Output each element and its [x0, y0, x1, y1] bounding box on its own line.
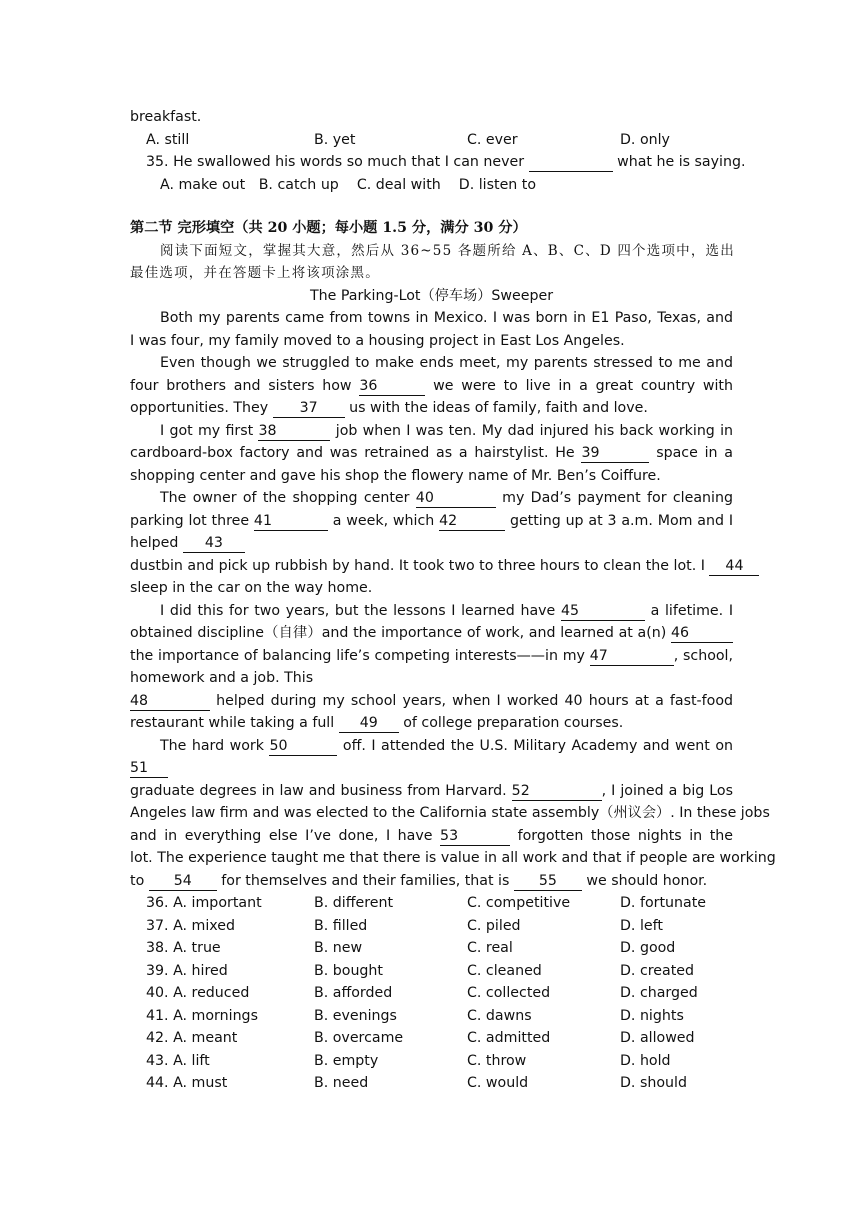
- blank-46: 46: [671, 625, 733, 643]
- passage-line: I got my first 38 job when I was ten. My dad injured his back working in: [160, 422, 733, 439]
- q34-option-a: A. still: [146, 131, 190, 148]
- passage-line: homework and a job. This: [130, 670, 314, 686]
- blank-40: 40: [416, 490, 496, 508]
- options-list: [130, 892, 733, 1095]
- passage-line: Angeles law firm and was elected to the California state assembly（州议会）. In these jobs: [130, 805, 770, 821]
- blank-43: 43: [183, 535, 245, 553]
- option-row: 43. A. lift B. empty C. throw D. hold: [146, 1052, 671, 1069]
- passage-line: Both my parents came from towns in Mexico. I was born in E1 Paso, Texas, and: [160, 310, 733, 326]
- blank-45: 45: [561, 603, 645, 621]
- blank-52: 52: [512, 783, 602, 801]
- passage-line: to 54 for themselves and their families, that is 55 we should honor.: [130, 872, 708, 889]
- passage-line: cardboard-box factory and was retrained as a hairstylist. He 39 space in a: [130, 445, 733, 461]
- passage-line: 48 helped during my school years, when I worked 40 hours at a fast-food: [130, 692, 733, 709]
- passage-line: the importance of balancing life’s competing interests——in my 47 , school,: [130, 647, 733, 664]
- option-row: 36. A. important B. different C. competitive D. fortunate: [146, 895, 706, 911]
- blank-49: 49: [339, 715, 399, 733]
- passage-line: Even though we struggled to make ends meet, my parents stressed to me and: [160, 355, 733, 371]
- q34-tail: breakfast.: [130, 109, 202, 125]
- option-row: 42. A. meant B. overcame C. admitted D. allowed: [146, 1030, 695, 1046]
- option-row: 38. A. true B. new C. real D. good: [146, 940, 676, 956]
- q35-options: A. make out B. catch up C. deal with D. listen to: [160, 176, 537, 193]
- blank-48: 48: [130, 693, 210, 711]
- q34-option-b: B. yet: [314, 131, 356, 148]
- passage-line: I was four, my family moved to a housing project in East Los Angeles.: [130, 332, 625, 349]
- q34-option-c: C. ever: [467, 131, 518, 148]
- passage-line: restaurant while taking a full 49 of college preparation courses.: [130, 715, 624, 731]
- blank-50: 50: [269, 738, 337, 756]
- passage-line: I did this for two years, but the lessons I learned have 45 a lifetime. I: [160, 602, 733, 619]
- q35-stem: 35. He swallowed his words so much that I can never what he is saying.: [146, 154, 746, 170]
- passage-line: [130, 757, 733, 780]
- passage-line: The owner of the shopping center 40 my Dad’s payment for cleaning: [160, 490, 733, 506]
- option-row: 44. A. must B. need C. would D. should: [146, 1075, 687, 1091]
- passage-line: lot. The experience taught me that there is value in all work and that if people are working: [130, 850, 776, 866]
- blank-55: 55: [514, 873, 582, 891]
- blank-54: 54: [149, 873, 217, 891]
- section-instruction-2: 最佳选项，并在答题卡上将该项涂黑。: [130, 265, 380, 281]
- passage-title: The Parking-Lot（停车场）Sweeper: [309, 287, 554, 304]
- blank-53: 53: [440, 828, 510, 846]
- blank-36: 36: [359, 378, 425, 396]
- blank-47: 47: [590, 648, 674, 666]
- blank-39: 39: [581, 445, 649, 463]
- option-row: 37. A. mixed B. filled C. piled D. left: [146, 917, 663, 934]
- passage-line: graduate degrees in law and business from Harvard. 52 , I joined a big Los: [130, 782, 733, 799]
- passage-line: dustbin and pick up rubbish by hand. It took two to three hours to clean the lot. I 44: [130, 555, 733, 578]
- passage-line: parking lot three 41 a week, which 42 getting up at 3 a.m. Mom and I: [130, 512, 733, 529]
- q35-blank: [529, 154, 613, 172]
- blank-38: 38: [258, 423, 330, 441]
- passage-line: The hard work 50 off. I attended the U.S. Military Academy and went on: [160, 737, 733, 754]
- passage-line: and in everything else I’ve done, I have 53 forgotten those nights in the: [130, 827, 733, 844]
- option-row: 41. A. mornings B. evenings C. dawns D. nights: [146, 1007, 684, 1024]
- passage-line: sleep in the car on the way home.: [130, 580, 373, 596]
- section-title: 第二节 完形填空（共 20 小题；每小题 1.5 分，满分 30 分）: [130, 220, 527, 236]
- passage-line: four brothers and sisters how 36 we were to live in a great country with: [130, 377, 733, 394]
- passage-line: helped 43: [130, 532, 733, 555]
- passage-line: obtained discipline（自律）and the importance of work, and learned at a(n) 46: [130, 622, 733, 645]
- blank-41: 41: [254, 513, 328, 531]
- exam-page: [130, 106, 776, 1095]
- passage-line: opportunities. They 37 us with the ideas of family, faith and love.: [130, 400, 648, 416]
- q34-options: [130, 129, 733, 152]
- section-instruction-1: 阅读下面短文，掌握其大意，然后从 36~55 各题所给 A、B、C、D 四个选项中，选出: [160, 242, 735, 259]
- blank-37: 37: [273, 400, 345, 418]
- option-row: 39. A. hired B. bought C. cleaned D. created: [146, 962, 694, 979]
- blank-44: 44: [709, 558, 759, 576]
- option-row: 40. A. reduced B. afforded C. collected D. charged: [146, 985, 698, 1001]
- q34-option-d: D. only: [620, 131, 670, 148]
- blank-42: 42: [439, 513, 505, 531]
- passage-line: shopping center and gave his shop the flowery name of Mr. Ben’s Coiffure.: [130, 467, 661, 484]
- blank-51: 51: [130, 760, 168, 778]
